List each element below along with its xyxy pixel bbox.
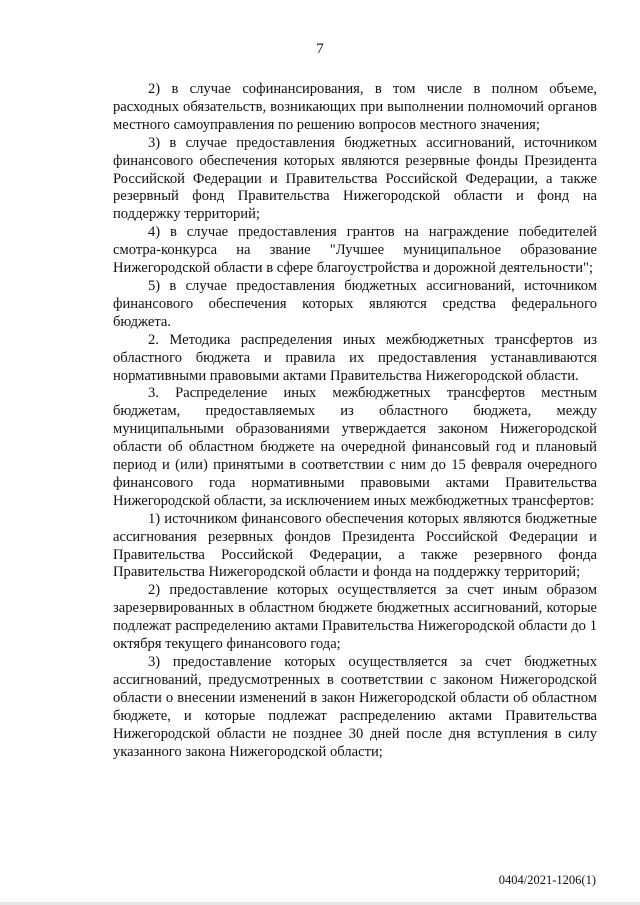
paragraph: 1) источником финансового обеспечения которых являются бюджетные ассигнования резервных фондов Президента Российской Федерации и Правительства Российской Федерации, а также резервного фонда Правительства Нижегородской области и фонда на поддержку территорий;: [113, 510, 597, 581]
page-number: 7: [316, 41, 324, 57]
paragraph: 2. Методика распределения иных межбюджетных трансфертов из областного бюджета и правила их предоставления устанавливаются нормативными правовыми актами Правительства Нижегородской области.: [113, 331, 597, 384]
paragraph: 2) в случае софинансирования, в том числе в полном объеме, расходных обязательств, возникающих при выполнении полномочий органов местного самоуправления по решению вопросов местного значения;: [113, 81, 597, 133]
paragraph: 5) в случае предоставления бюджетных ассигнований, источником финансового обеспечения которых являются средства федерального бюджета.: [113, 277, 597, 330]
paragraph: 3) предоставление которых осуществляется за счет бюджетных ассигнований, предусмотренных в соответствии с законом Нижегородской области о внесении изменений в закон Нижегородской области об областном бюджете, и которые подлежат распределению актами Правительства Нижегородской области не позднее 30 дней после дня вступления в силу указанного закона Нижегородской области;: [113, 654, 597, 760]
paragraph: 3) в случае предоставления бюджетных ассигнований, источником финансового обеспечения которых являются резервные фонды Президента Российской Федерации и Правительства Российской Федерации, а также резервный фонд Правительства Нижегородской области и фонд на поддержку территорий;: [113, 134, 597, 223]
document-code: 0404/2021-1206(1): [498, 873, 596, 887]
document-body: [113, 81, 597, 761]
paragraph: 4) в случае предоставления грантов на награждение победителей смотра-конкурса на звание "Лучшее муниципальное образование Нижегородской области в сфере благоустройства и дорожной деятельности";: [113, 224, 597, 277]
paragraph: 3. Распределение иных межбюджетных трансфертов местным бюджетам, предоставляемых из областного бюджета, между муниципальными образованиями утверждается законом Нижегородской области об областном бюджете на очередной финансовый год и плановый период и (или) принятыми в соответствии с ним до 15 февраля очередного финансового года нормативными правовыми актами Правительства Нижегородской области, за исключением иных межбюджетных трансфертов:: [113, 385, 597, 509]
paragraph: 2) предоставление которых осуществляется за счет иным образом зарезервированных в областном бюджете бюджетных ассигнований, которые подлежат распределению актами Правительства Нижегородской области до 1 октября текущего финансового года;: [113, 582, 597, 653]
